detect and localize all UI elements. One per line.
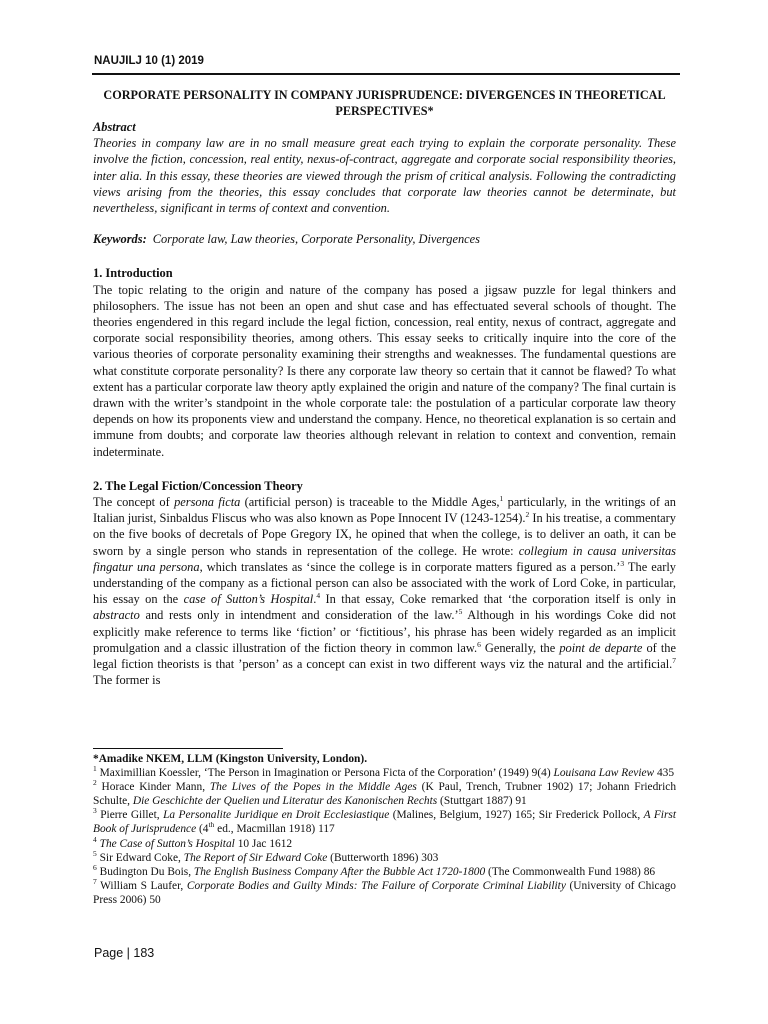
footnote-number: 7 bbox=[93, 877, 97, 887]
text-run-italic: The Lives of the Popes in the Middle Ages bbox=[209, 781, 417, 794]
footnote-number: 5 bbox=[93, 848, 97, 858]
author-note-text: *Amadike NKEM, LLM (Kingston University, London). bbox=[93, 753, 368, 765]
footnote-ref: 6 bbox=[477, 639, 481, 649]
footnote-ref: 3 bbox=[620, 558, 625, 568]
keywords-label: Keywords: bbox=[93, 232, 147, 247]
introduction-paragraph: The topic relating to the origin and nature of the company has posed a jigsaw puzzle for legal thinkers and philosophers. The issue has not been an open and shut case and has effectuated several schools of thought. The theories engendered in this regard include the legal fiction, concession, real entity, nexus of contract, aggregate and corporate social responsibility theories, among others. This essay seeks to critically inquire into the core of the various theories of corporate personality examining their strengths and weaknesses. The fundamental questions are what constitute corporate personality? Is there any corporate law theory so certain that it cannot be flawed? To what extent has a particular corporate law theory aptly explained the origin and nature of the company? The final curtain is drawn with the writer’s standpoint in the whole corporate tale: the postulation of a particular corporate law theory depends on how its proponents view and understand the company. Hence, no theoretical explanation is so certain and immune from doubts; and corporate law theories although relevant in relation to context and convention, remain indeterminate. bbox=[93, 282, 676, 459]
text-run: (artificial person) is traceable to the Middle Ages, bbox=[240, 495, 500, 510]
author-note bbox=[93, 752, 676, 766]
header-rule bbox=[92, 73, 680, 75]
text-run: , which translates as ‘since the college is in corporate matters figured as a person.’ bbox=[199, 559, 621, 574]
footnote-3 bbox=[93, 808, 676, 836]
text-run: (Stuttgart 1887) 91 bbox=[437, 795, 527, 808]
article-title: CORPORATE PERSONALITY IN COMPANY JURISPRUDENCE: DIVERGENCES IN THEORETICAL PERSPECTIVES* bbox=[103, 88, 666, 118]
footnote-number: 6 bbox=[93, 862, 97, 872]
text-run: Although in his wordings Coke did not explicitly make reference to terms like ‘fiction’ or ‘fictitious’, his phrase has been widely regarded as an implicit promulgation and a classic illustration of the fiction theory in common law. bbox=[93, 608, 676, 655]
text-run: Generally, the bbox=[480, 640, 560, 655]
text-run-italic: The Report of Sir Edward Coke bbox=[183, 851, 328, 864]
text-run-italic: Corporate Bodies and Guilty Minds: The Failure of Corporate Criminal Liability bbox=[186, 879, 566, 892]
text-run: The early understanding of the company as a fictional person can also be associated with the work of Lord Coke, in particular, his essay on the bbox=[93, 559, 677, 607]
journal-header: NAUJILJ 10 (1) 2019 bbox=[94, 55, 204, 67]
footnote-7 bbox=[93, 879, 676, 907]
text-run-italic: Die Geschichte der Quelien und Literatur des Kanonischen Rechts bbox=[132, 795, 438, 808]
text-run-italic: abstracto bbox=[93, 608, 140, 623]
footnote-ref: 1 bbox=[499, 493, 504, 503]
footnote-4 bbox=[93, 834, 676, 851]
footnote-rule bbox=[93, 748, 283, 749]
text-run: In his treatise, a commentary on the five books of decretals of Pope Gregory IX, he opined that when the college, is to deliver an oath, it can be sworn by a single person who stands in representation of the college. He wrote: bbox=[93, 511, 676, 558]
text-run: (4 bbox=[196, 823, 209, 836]
footnote-number: 2 bbox=[93, 778, 97, 788]
text-run: and rests only in intendment and consideration of the law.’ bbox=[139, 608, 459, 623]
legal-fiction-paragraph bbox=[93, 494, 676, 688]
text-run: (K Paul, Trench, Trubner 1902) 17; Johann Friedrich Schulte, bbox=[93, 781, 677, 808]
footnote-2 bbox=[93, 780, 676, 808]
text-run-italic: The Case of Sutton’s Hospital bbox=[99, 837, 235, 850]
footnote-number: 4 bbox=[93, 834, 97, 844]
text-run: Budington Du Bois, bbox=[96, 865, 194, 878]
abstract-text: Theories in company law are in no small measure great each trying to explain the corporate personality. These involve the fiction, concession, real entity, nexus-of-contract, aggregate and corporate social responsibility theories, inter alia. In this essay, these theories are viewed through the prism of critical analysis. Following the contradicting views arising from the theories, this essay concludes that corporate law theories cannot be determinate, but nevertheless, significant in terms of context and convention. bbox=[93, 136, 676, 216]
footnote-ref: 5 bbox=[458, 607, 463, 617]
text-run: (The Commonwealth Fund 1988) 86 bbox=[485, 865, 656, 878]
text-run-italic: point de departe bbox=[559, 640, 643, 655]
text-run: William S Laufer, bbox=[96, 879, 187, 892]
keywords-text: Corporate law, Law theories, Corporate Personality, Divergences bbox=[152, 232, 481, 247]
article-body bbox=[93, 87, 676, 689]
text-run: . bbox=[313, 592, 317, 607]
footnote-ref: 7 bbox=[672, 655, 676, 665]
footnotes bbox=[93, 752, 676, 907]
footnote-ref: 4 bbox=[316, 591, 321, 601]
text-run: (Malines, Belgium, 1927) 165; Sir Frederick Pollock, bbox=[389, 809, 644, 822]
text-run-italic: A First Book of Jurisprudence bbox=[93, 809, 676, 836]
page-number: Page | 183 bbox=[94, 946, 155, 960]
text-run: Maximillian Koessler, ‘The Person in Imagination or Persona Ficta of the Corporation’ (1949) 9(4) bbox=[96, 767, 554, 780]
section-heading-introduction: 1. Introduction bbox=[93, 266, 173, 281]
text-run: The concept of bbox=[93, 495, 175, 510]
footnote-6 bbox=[93, 862, 676, 879]
text-run: Sir Edward Coke, bbox=[96, 851, 184, 864]
keywords-line bbox=[93, 231, 676, 247]
footnote-5 bbox=[93, 848, 676, 865]
text-run: Pierre Gillet, bbox=[96, 809, 164, 822]
abstract-heading: Abstract bbox=[93, 120, 136, 134]
text-run: ed., Macmillan 1918) 117 bbox=[214, 823, 335, 836]
text-run-italic: La Personalite Juridique en Droit Ecclesiastique bbox=[163, 809, 390, 822]
text-run-italic: case of Sutton’s Hospital bbox=[183, 592, 314, 607]
text-run: particularly, in the writings of an Italian jurist, Sinbaldus Fliscus who was also known as Pope Innocent IV (1243-1254). bbox=[93, 495, 676, 526]
text-run: In that essay, Coke remarked that ‘the corporation itself is only in bbox=[320, 592, 676, 607]
footnote-ref: 2 bbox=[525, 510, 530, 520]
text-run: 10 Jac 1612 bbox=[234, 837, 293, 850]
text-run-italic: Louisana Law Review bbox=[553, 767, 655, 780]
footnote-number: 1 bbox=[93, 764, 97, 774]
ordinal-suffix: th bbox=[208, 820, 215, 830]
footnote-1 bbox=[93, 766, 676, 780]
footnote-number: 3 bbox=[93, 806, 97, 816]
section-heading-legal-fiction: 2. The Legal Fiction/Concession Theory bbox=[93, 478, 303, 493]
text-run: (University of Chicago Press 2006) 50 bbox=[93, 879, 676, 906]
text-run-italic: collegium in causa universitas fingatur una persona bbox=[93, 543, 677, 574]
text-run: of the legal fiction theorists is that ’person’ as a concept can exist in two different ways viz the natural and the artificial. bbox=[93, 640, 677, 672]
text-run: 435 bbox=[654, 767, 675, 780]
text-run: (Butterworth 1896) 303 bbox=[327, 851, 439, 864]
text-run: The former is bbox=[93, 673, 161, 688]
text-run-italic: persona ficta bbox=[174, 495, 241, 510]
text-run: Horace Kinder Mann, bbox=[96, 781, 210, 794]
text-run-italic: The English Business Company After the Bubble Act 1720-1800 bbox=[193, 865, 486, 878]
